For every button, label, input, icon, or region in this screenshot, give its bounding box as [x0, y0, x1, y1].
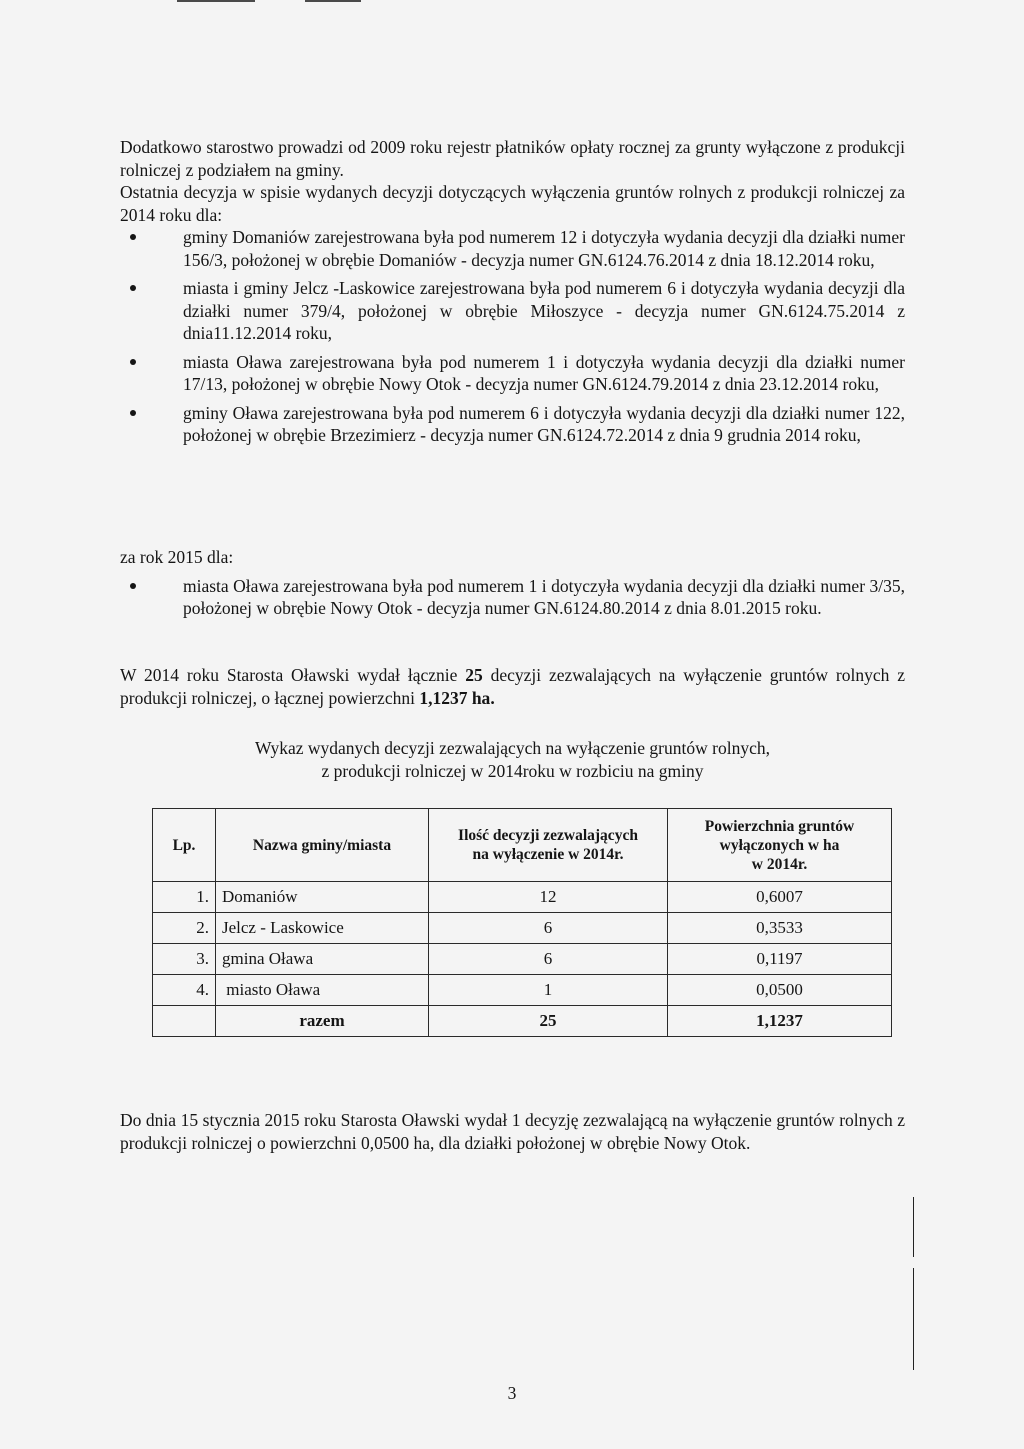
cell-lp: 3. [153, 944, 216, 975]
cell-count: 6 [429, 913, 668, 944]
table-row [153, 975, 892, 1006]
list-item: gminy Oława zarejestrowana była pod numerem 6 i dotyczyła wydania decyzji dla działki numer 122, położonej w obrębie Brzezimierz - decyzja numer GN.6124.72.2014 z dnia 9 grudnia 2014 roku, [120, 402, 905, 447]
closing-paragraph [120, 1109, 905, 1154]
table-total-row [153, 1006, 892, 1037]
intro-paragraph-registry: Dodatkowo starostwo prowadzi od 2009 roku rejestr płatników opłaty rocznej za grunty wyłączone z produkcji rolniczej z podziałem na gminy. [120, 137, 905, 180]
cell-count: 12 [429, 882, 668, 913]
cell-area: 0,0500 [668, 975, 892, 1006]
decisions-2015-list [120, 575, 905, 620]
margin-line [913, 1268, 914, 1370]
table-row [153, 913, 892, 944]
header-area-line: wyłączonych w ha [719, 836, 840, 854]
closing-text: Do dnia 15 stycznia 2015 roku Starosta Oławski wydał 1 decyzję zezwalającą na wyłączenie gruntów rolnych z produkcji rolniczej o powierzchni 0,0500 ha, dla działki położonej w obrębie Nowy Otok. [120, 1110, 905, 1153]
margin-line [913, 1197, 914, 1257]
total-area: 1,1237 [668, 1006, 892, 1037]
header-area-line: Powierzchnia gruntów [704, 817, 855, 835]
decisions-table [152, 808, 892, 1037]
list-item: gminy Domaniów zarejestrowana była pod numerem 12 i dotyczyła wydania decyzji dla działki numer 156/3, położonej w obrębie Domaniów - decyzja numer GN.6124.76.2014 z dnia 18.12.2014 roku, [120, 226, 905, 271]
header-area [668, 809, 892, 882]
cell-area: 0,1197 [668, 944, 892, 975]
total-count: 25 [429, 1006, 668, 1037]
header-area-line: w 2014r. [751, 855, 808, 873]
header-name: Nazwa gminy/miasta [216, 809, 429, 882]
section-2015 [120, 546, 905, 620]
list-item: miasta Oława zarejestrowana była pod numerem 1 i dotyczyła wydania decyzji dla działki numer 17/13, położonej w obrębie Nowy Otok - decyzja numer GN.6124.79.2014 z dnia 23.12.2014 roku, [120, 351, 905, 396]
total-label: razem [216, 1006, 429, 1037]
summary-count: 25 [465, 665, 483, 685]
intro-section [120, 136, 905, 447]
decisions-2014-list [120, 226, 905, 447]
header-lp: Lp. [153, 809, 216, 882]
header-count [429, 809, 668, 882]
top-rule-left [177, 0, 255, 2]
header-count-line: na wyłączenie w 2014r. [472, 846, 624, 863]
cell-lp: 4. [153, 975, 216, 1006]
cell-area: 0,3533 [668, 913, 892, 944]
cell-name: miasto Oława [216, 975, 429, 1006]
intro-paragraph-last-decision: Ostatnia decyzja w spisie wydanych decyzji dotyczących wyłączenia gruntów rolnych z produkcji rolniczej za 2014 roku dla: [120, 182, 905, 225]
table-header-row [153, 809, 892, 882]
summary-text-end: . [490, 687, 495, 708]
summary-area: 1,1237 ha [419, 687, 491, 708]
cell-lp: 1. [153, 882, 216, 913]
cell-count: 1 [429, 975, 668, 1006]
list-item: miasta Oława zarejestrowana była pod numerem 1 i dotyczyła wydania decyzji dla działki numer 3/35, położonej w obrębie Nowy Otok - decyzja numer GN.6124.80.2014 z dnia 8.01.2015 roku. [120, 575, 905, 620]
page-number: 3 [507, 1383, 517, 1403]
cell-count: 6 [429, 944, 668, 975]
cell-area: 0,6007 [668, 882, 892, 913]
cell-lp-empty [153, 1006, 216, 1037]
summary-paragraph [120, 664, 905, 709]
table-caption-line1: Wykaz wydanych decyzji zezwalających na wyłączenie gruntów rolnych, [255, 738, 770, 758]
cell-name: Jelcz - Laskowice [216, 913, 429, 944]
cell-lp: 2. [153, 913, 216, 944]
list-item: miasta i gminy Jelcz -Laskowice zarejestrowana była pod numerem 6 i dotyczyła wydania decyzji dla działki numer 379/4, położonej w obrębie Miłoszyce - decyzja numer GN.6124.75.2014 z dnia11.12.2014 roku, [120, 277, 905, 345]
section-2015-lead: za rok 2015 dla: [120, 547, 234, 567]
cell-name: Domaniów [216, 882, 429, 913]
summary-text [120, 664, 905, 709]
table-row [153, 944, 892, 975]
table-row [153, 882, 892, 913]
table-caption-line2: z produkcji rolniczej w 2014roku w rozbiciu na gminy [321, 760, 704, 781]
cell-name: gmina Oława [216, 944, 429, 975]
header-count-line: Ilość decyzji zezwalających [458, 827, 638, 844]
summary-text-part: decyzji zezwalających na wyłączenie gruntów rolnych z produkcji rolniczej, o łącznej powierzchni [120, 665, 905, 708]
top-rule-right [305, 0, 361, 2]
summary-text-part: W 2014 roku Starosta Oławski wydał łącznie [120, 665, 466, 685]
table-caption [120, 737, 905, 782]
